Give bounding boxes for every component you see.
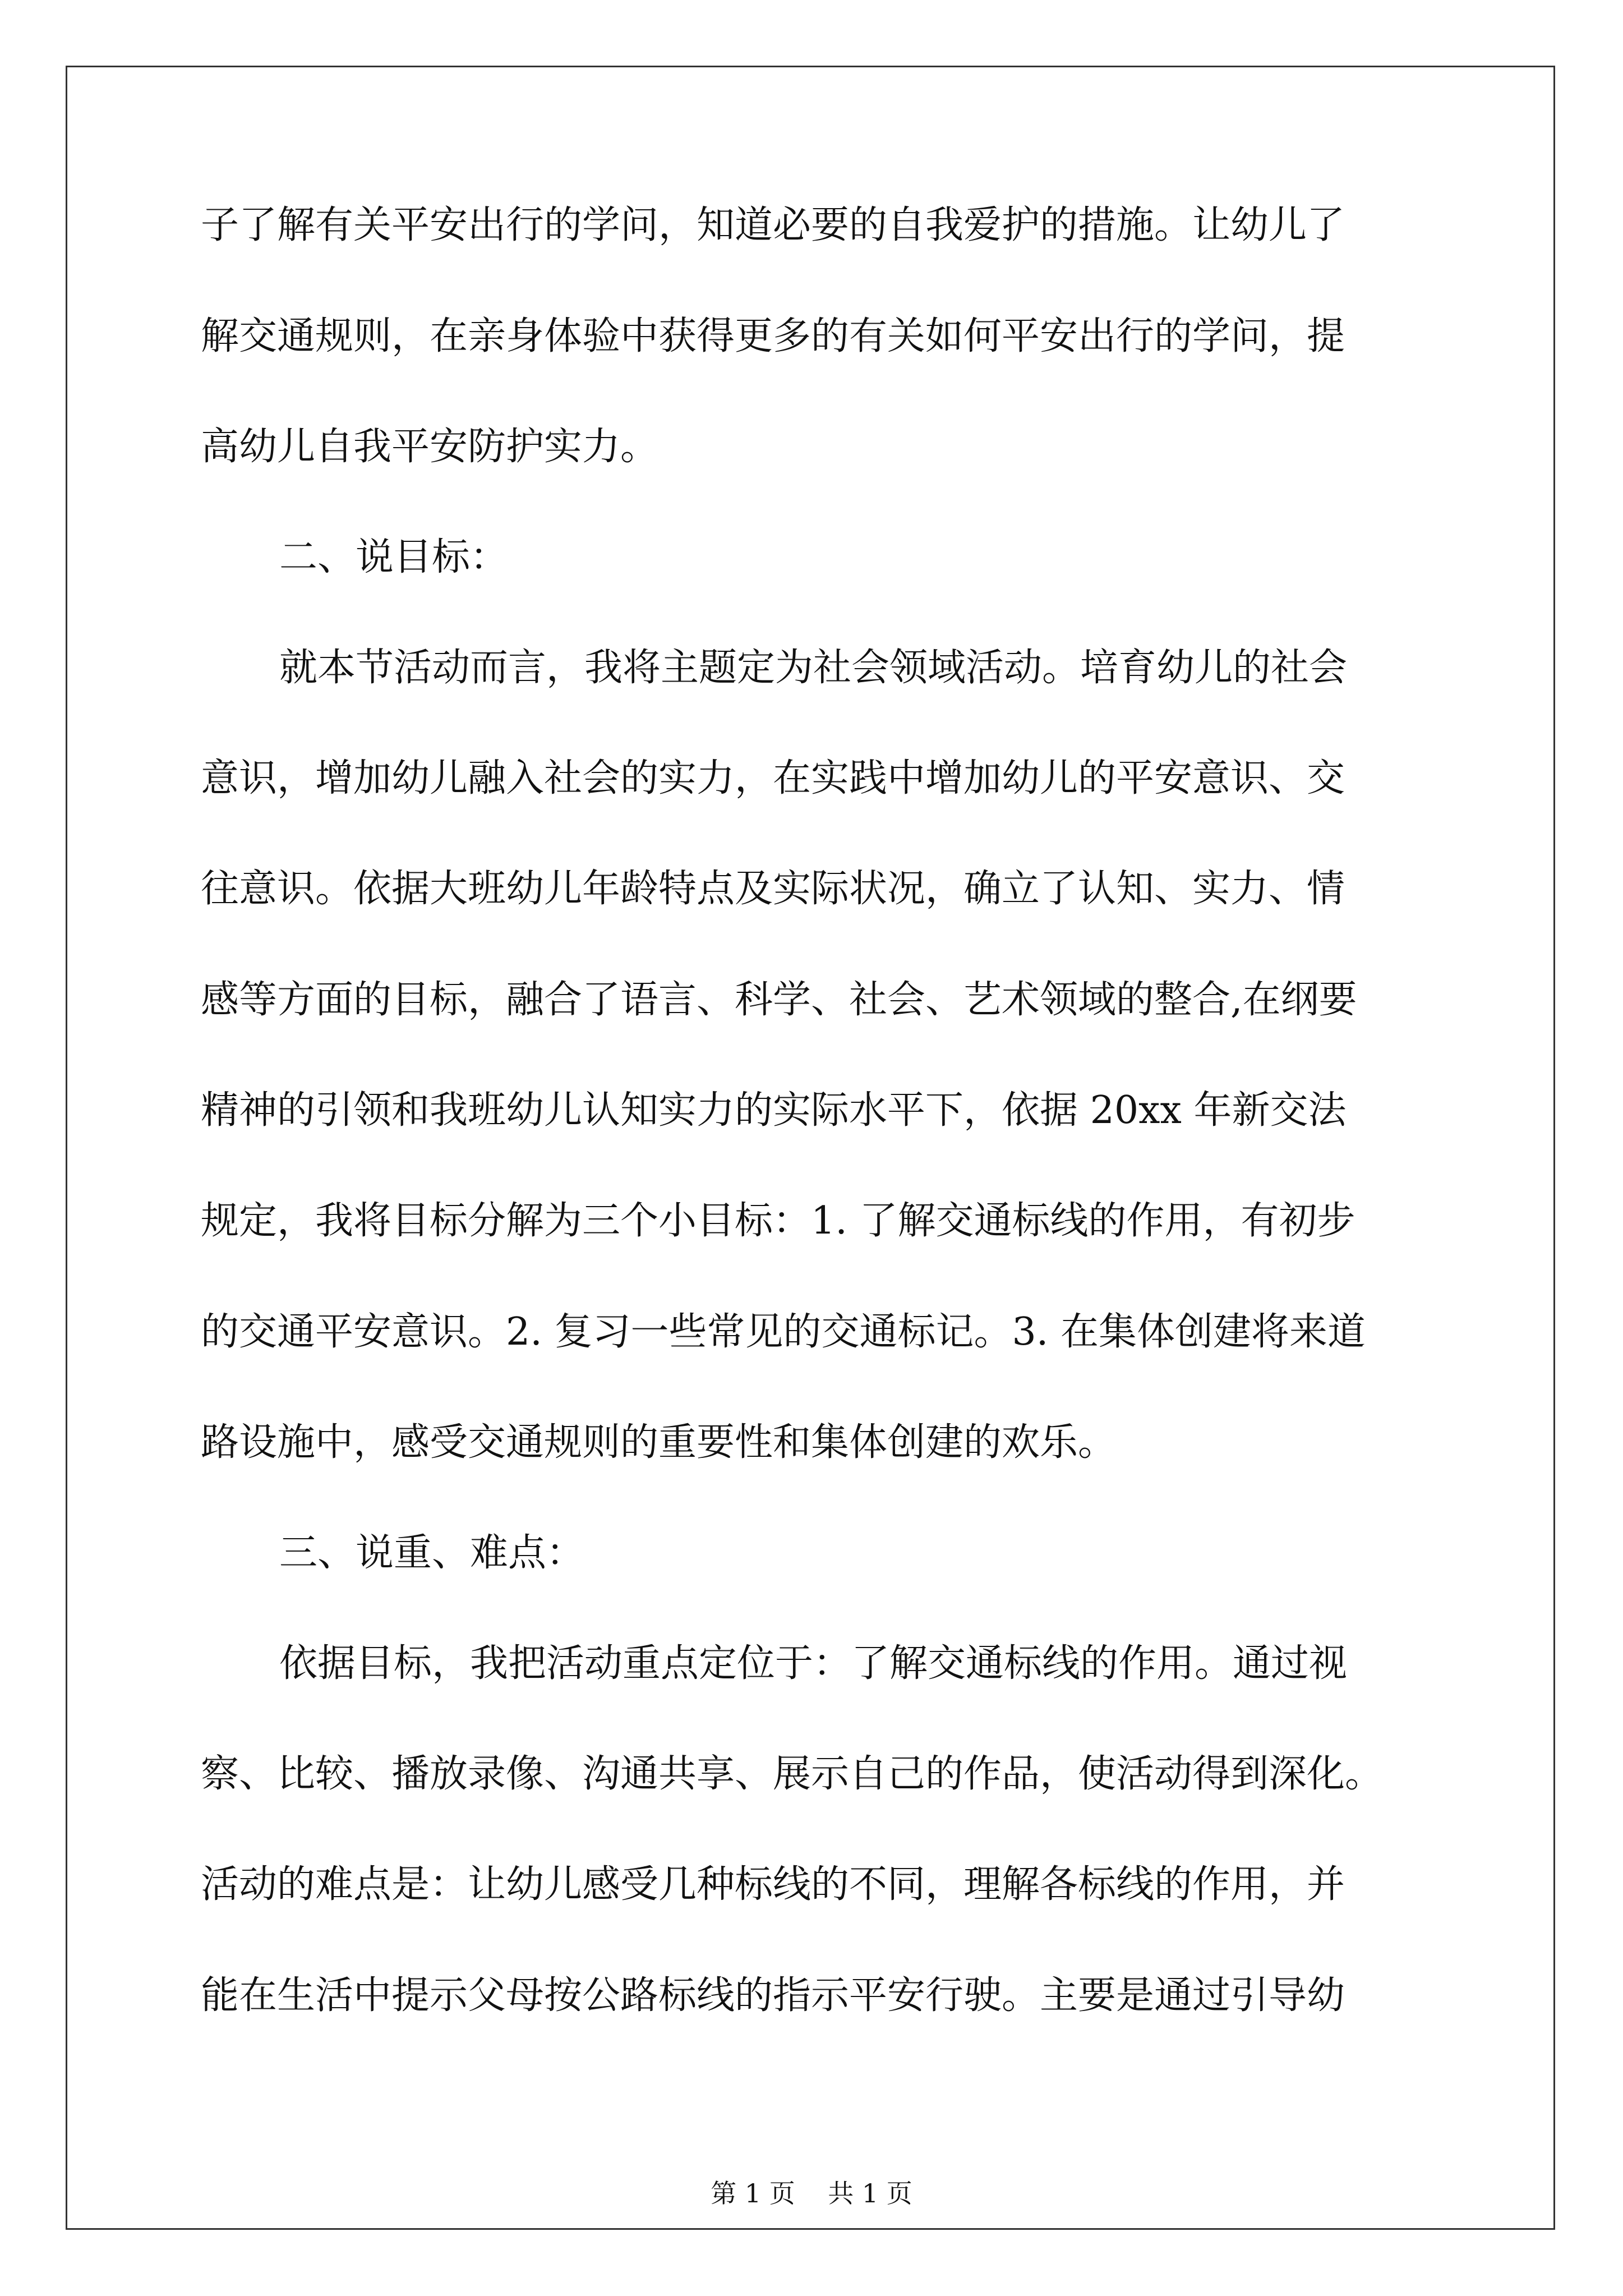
text-line: 能在生活中提示父母按公路标线的指示平安行驶。主要是通过引导幼 (201, 1973, 1345, 2018)
text-line: 依据目标，我把活动重点定位于：了解交通标线的作用。通过视 (279, 1641, 1348, 1686)
text-line: 的交通平安意识。2. 复习一些常见的交通标记。3. 在集体创建将来道 (201, 1310, 1366, 1354)
text-line: 就本节活动而言，我将主题定为社会领域活动。培育幼儿的社会 (279, 646, 1348, 690)
text-line: 精神的引领和我班幼儿认知实力的实际水平下，依据 20xx 年新交法 (201, 1088, 1347, 1133)
text-line: 往意识。依据大班幼儿年龄特点及实际状况，确立了认知、实力、情 (201, 867, 1345, 911)
page-number-footer: 第 1 页 共 1 页 (711, 2178, 912, 2208)
section-heading: 二、说目标： (279, 535, 509, 579)
text-line: 感等方面的目标，融合了语言、科学、社会、艺术领域的整合,在纲要 (201, 978, 1357, 1022)
text-line: 意识，增加幼儿融入社会的实力，在实践中增加幼儿的平安意识、交 (201, 756, 1345, 800)
section-heading: 三、说重、难点： (279, 1531, 585, 1575)
text-line: 解交通规则，在亲身体验中获得更多的有关如何平安出行的学问，提 (201, 314, 1345, 358)
text-line: 察、比较、播放录像、沟通共享、展示自己的作品，使活动得到深化。 (201, 1752, 1384, 1796)
text-line: 高幼儿自我平安防护实力。 (201, 425, 659, 469)
text-line: 子了解有关平安出行的学问，知道必要的自我爱护的措施。让幼儿了 (201, 203, 1345, 247)
text-line: 路设施中，感受交通规则的重要性和集体创建的欢乐。 (201, 1420, 1117, 1465)
text-line: 活动的难点是：让幼儿感受几种标线的不同，理解各标线的作用，并 (201, 1862, 1345, 1907)
text-line: 规定，我将目标分解为三个小目标：1. 了解交通标线的作用，有初步 (201, 1199, 1355, 1243)
